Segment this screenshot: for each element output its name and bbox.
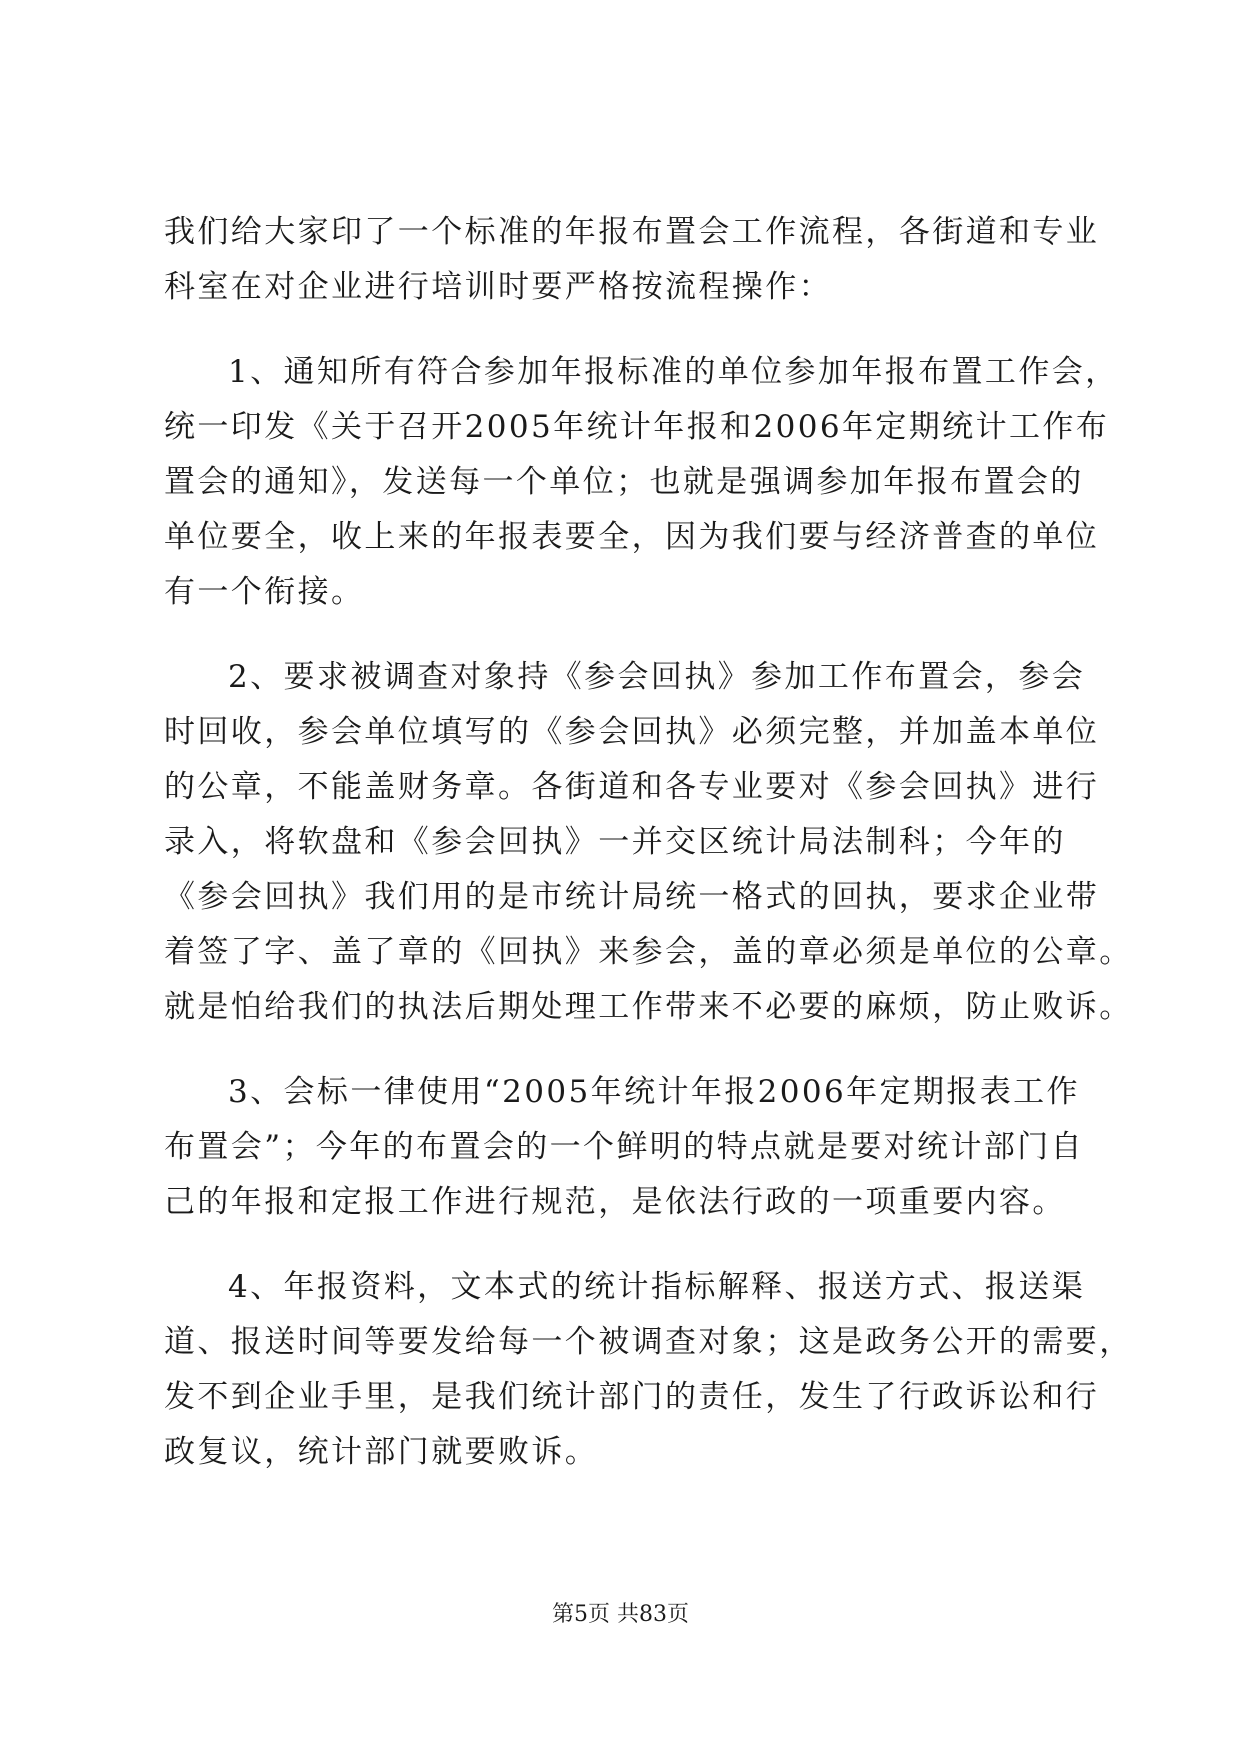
- page-number-footer: 第5页 共83页: [552, 1602, 689, 1627]
- body-line: 我们给大家印了一个标准的年报布置会工作流程，各街道和专业: [164, 214, 1100, 250]
- list-item-4-line: 道、报送时间等要发给每一个被调查对象；这是政务公开的需要，: [164, 1324, 1133, 1360]
- list-item-4-line: 4、年报资料，文本式的统计指标解释、报送方式、报送渠: [228, 1269, 1086, 1305]
- list-item-2-line: 时回收，参会单位填写的《参会回执》必须完整，并加盖本单位: [164, 714, 1100, 750]
- list-item-3-line: 3、会标一律使用“2005年统计年报2006年定期报表工作: [228, 1074, 1080, 1110]
- list-item-3-line: 己的年报和定报工作进行规范，是依法行政的一项重要内容。: [164, 1184, 1066, 1220]
- list-item-2-line: 录入，将软盘和《参会回执》一并交区统计局法制科；今年的: [164, 824, 1066, 860]
- list-item-2-line: 《参会回执》我们用的是市统计局统一格式的回执，要求企业带: [164, 879, 1100, 915]
- list-item-1-line: 1、通知所有符合参加年报标准的单位参加年报布置工作会，: [228, 354, 1119, 390]
- list-item-4-line: 发不到企业手里，是我们统计部门的责任，发生了行政诉讼和行: [164, 1379, 1100, 1415]
- list-item-1-line: 单位要全，收上来的年报表要全，因为我们要与经济普查的单位: [164, 519, 1100, 555]
- list-item-1-line: 置会的通知》，发送每一个单位；也就是强调参加年报布置会的: [164, 464, 1084, 500]
- list-item-2-line: 的公章，不能盖财务章。各街道和各专业要对《参会回执》进行: [164, 769, 1100, 805]
- list-item-3-line: 布置会”；今年的布置会的一个鲜明的特点就是要对统计部门自: [164, 1129, 1085, 1165]
- list-item-1-line: 有一个衔接。: [164, 574, 365, 610]
- body-line: 科室在对企业进行培训时要严格按流程操作：: [164, 269, 832, 305]
- list-item-4-line: 政复议，统计部门就要败诉。: [164, 1434, 599, 1470]
- list-item-2-line: 着签了字、盖了章的《回执》来参会，盖的章必须是单位的公章。: [164, 934, 1133, 970]
- list-item-1-line: 统一印发《关于召开2005年统计年报和2006年定期统计工作布: [164, 409, 1110, 445]
- list-item-2-line: 2、要求被调查对象持《参会回执》参加工作布置会，参会: [228, 659, 1086, 695]
- list-item-2-line: 就是怕给我们的执法后期处理工作带来不必要的麻烦，防止败诉。: [164, 989, 1133, 1025]
